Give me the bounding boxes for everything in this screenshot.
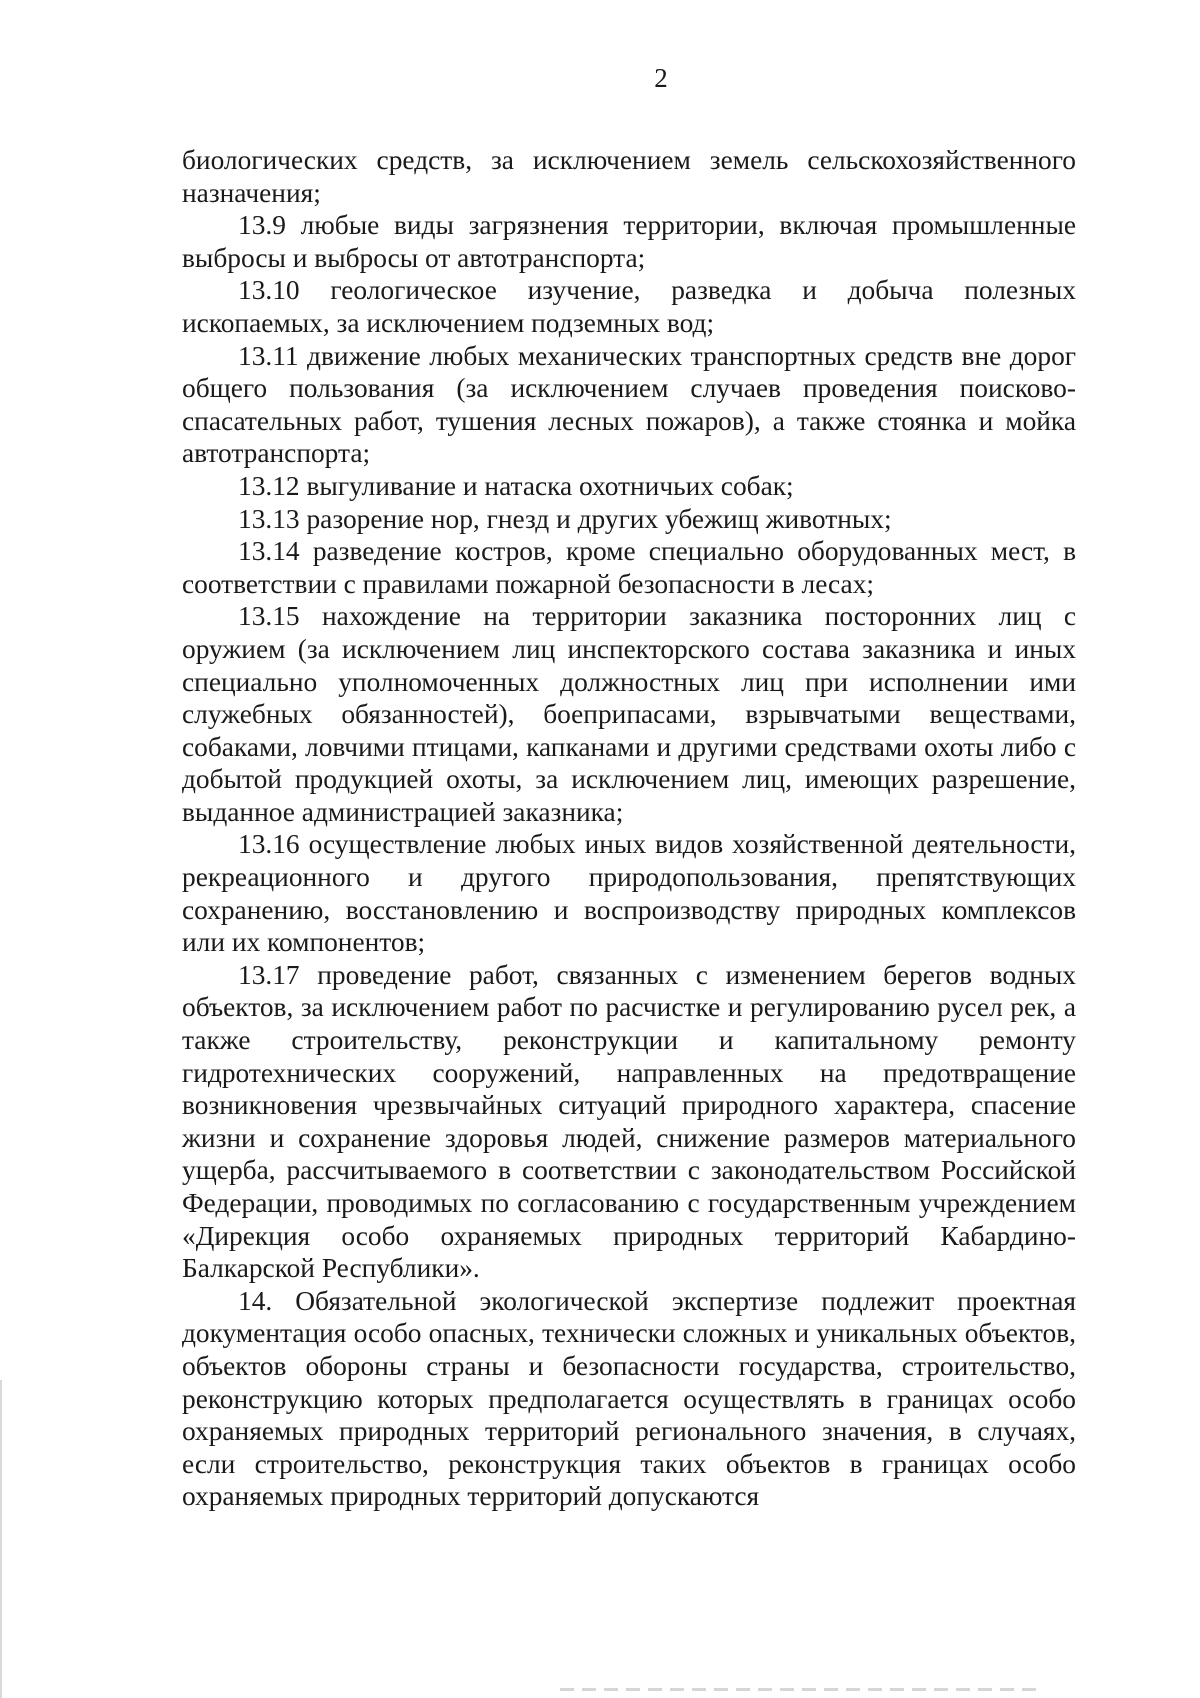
scan-bottom-marks (560, 1688, 1040, 1691)
paragraph-13-17: 13.17 проведение работ, связанных с изменением берегов водных объектов, за исключением работ по расчистке и регулированию русел рек, а также строительству, реконструкции и капитальному ремонту гидротехнических сооружений, направленных на предотвращение возникновения чрезвычайных ситуаций природного характера, спасение жизни и сохранение здоровья людей, снижение размеров материального ущерба, рассчитываемого в соответствии с законодательством Российской Федерации, проводимых по согласованию с государственным учреждением «Дирекция особо охраняемых природных территорий Кабардино-Балкарской Республики». (182, 959, 1076, 1284)
paragraph-13-15: 13.15 нахождение на территории заказника посторонних лиц с оружием (за исключением лиц инспекторского состава заказника и иных специально уполномоченных должностных лиц при исполнении ими служебных обязанностей), боеприпасами, взрывчатыми веществами, собаками, ловчими птицами, капканами и другими средствами охоты либо с добытой продукцией охоты, за исключением лиц, имеющих разрешение, выданное администрацией заказника; (182, 601, 1076, 827)
paragraph-13-10: 13.10 геологическое изучение, разведка и добыча полезных ископаемых, за исключением подземных вод; (182, 275, 1076, 338)
paragraph-continuation: биологических средств, за исключением земель сельскохозяйственного назначения; (182, 145, 1076, 208)
paragraph-13-14: 13.14 разведение костров, кроме специально оборудованных мест, в соответствии с правилами пожарной безопасности в лесах; (182, 536, 1076, 599)
paragraph-13-16: 13.16 осуществление любых иных видов хозяйственной деятельности, рекреационного и другого природопользования, препятствующих сохранению, восстановлению и воспроизводству природных комплексов или их компонентов; (182, 829, 1076, 958)
paragraph-13-11: 13.11 движение любых механических транспортных средств вне дорог общего пользования (за исключением случаев проведения поисково-спасательных работ, тушения лесных пожаров), а также стоянка и мойка автотранспорта; (182, 340, 1076, 469)
paragraph-14: 14. Обязательной экологической экспертизе подлежит проектная документация особо опасных, технически сложных и уникальных объектов, объектов обороны страны и безопасности государства, строительство, реконструкцию которых предполагается осуществлять в границах особо охраняемых природных территорий регионального значения, в случаях, если строительство, реконструкция таких объектов в границах особо охраняемых природных территорий допускаются (182, 1285, 1076, 1512)
paragraph-13-9: 13.9 любые виды загрязнения территории, включая промышленные выбросы и выбросы от автотранспорта; (182, 210, 1076, 273)
page-number: 2 (654, 63, 668, 93)
paragraph-13-12: 13.12 выгуливание и натаска охотничьих собак; (238, 470, 794, 501)
scan-edge-shadow (0, 1380, 2, 1698)
paragraph-13-13: 13.13 разорение нор, гнезд и других убежищ животных; (238, 503, 892, 534)
document-body (182, 144, 1076, 1513)
